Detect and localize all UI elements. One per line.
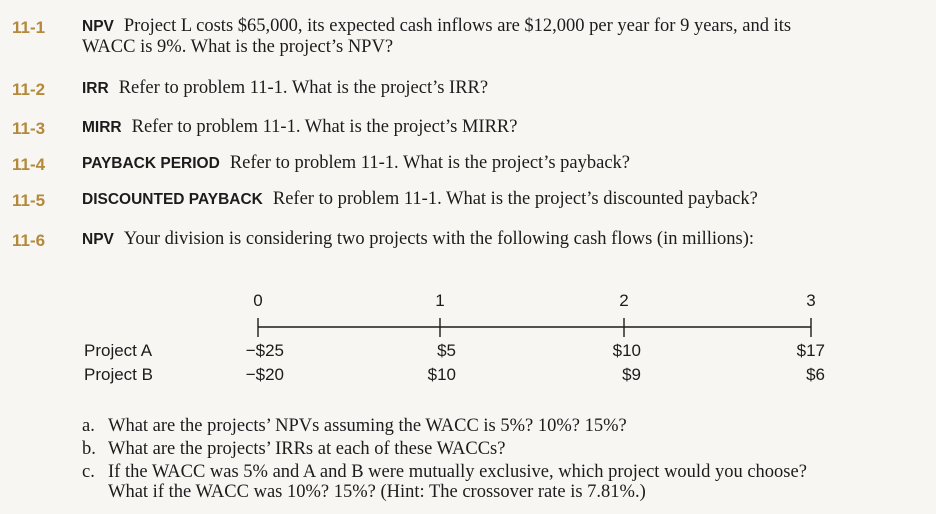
- project-a-flow: $17: [796, 341, 825, 360]
- project-b-flow: $6: [806, 365, 825, 384]
- problem-text: Project L costs $65,000, its expected cash inflows are $12,000 per year for 9 years, and its WACC is 9%. What is the project’s NPV?: [82, 16, 792, 57]
- project-b-flow: $9: [622, 365, 641, 384]
- problem-number: 11-3: [12, 119, 46, 138]
- question-label: c.: [82, 462, 95, 482]
- period-label: 1: [435, 291, 445, 310]
- problem-body: [82, 229, 826, 250]
- project-a-flow: $10: [612, 341, 641, 360]
- problem-body: [82, 78, 826, 99]
- question-c: [82, 462, 822, 502]
- period-label: 2: [619, 291, 629, 310]
- project-b-label: Project B: [84, 365, 153, 384]
- problem-text: Refer to problem 11-1. What is the project’s discounted payback?: [272, 189, 758, 209]
- problem-text: Your division is considering two projects with the following cash flows (in millions):: [123, 229, 755, 249]
- question-a: [82, 416, 822, 436]
- problem-heading: DISCOUNTED PAYBACK: [82, 191, 263, 208]
- question-label: b.: [82, 439, 96, 459]
- problem-body: [82, 117, 826, 138]
- problem-number: 11-1: [12, 18, 46, 37]
- problem-heading: NPV: [82, 18, 114, 35]
- problem-body: [82, 16, 826, 57]
- period-label: 0: [253, 291, 263, 310]
- project-a-flow: $5: [437, 341, 456, 360]
- problem-heading: PAYBACK PERIOD: [82, 155, 220, 172]
- problem-text: Refer to problem 11-1. What is the project’s payback?: [229, 153, 631, 173]
- project-a-label: Project A: [84, 341, 153, 360]
- problem-body: [82, 153, 826, 174]
- project-b-flow: −$20: [245, 365, 284, 384]
- problem-text: Refer to problem 11-1. What is the project’s MIRR?: [131, 117, 518, 137]
- problem-heading: NPV: [82, 231, 114, 248]
- problem-body: [82, 189, 826, 210]
- problem-heading: MIRR: [82, 119, 122, 136]
- problem-number: 11-4: [12, 155, 46, 174]
- problem-number: 11-6: [12, 231, 46, 250]
- problem-text: Refer to problem 11-1. What is the project’s IRR?: [118, 78, 489, 98]
- problem-number: 11-5: [12, 191, 46, 210]
- question-text: What are the projects’ IRRs at each of these WACCs?: [108, 439, 506, 459]
- question-b: [82, 439, 822, 459]
- question-label: a.: [82, 416, 95, 436]
- problem-heading: IRR: [82, 80, 109, 97]
- project-b-flow: $10: [427, 365, 456, 384]
- project-a-flow: −$25: [245, 341, 284, 360]
- problem-number: 11-2: [12, 80, 46, 99]
- question-text: If the WACC was 5% and A and B were mutually exclusive, which project would you choose? What if the WACC was 10%? 15%? (Hint: The crossover rate is 7.81%.): [108, 462, 807, 502]
- question-text: What are the projects’ NPVs assuming the WACC is 5%? 10%? 15%?: [108, 416, 627, 436]
- period-label: 3: [806, 291, 816, 310]
